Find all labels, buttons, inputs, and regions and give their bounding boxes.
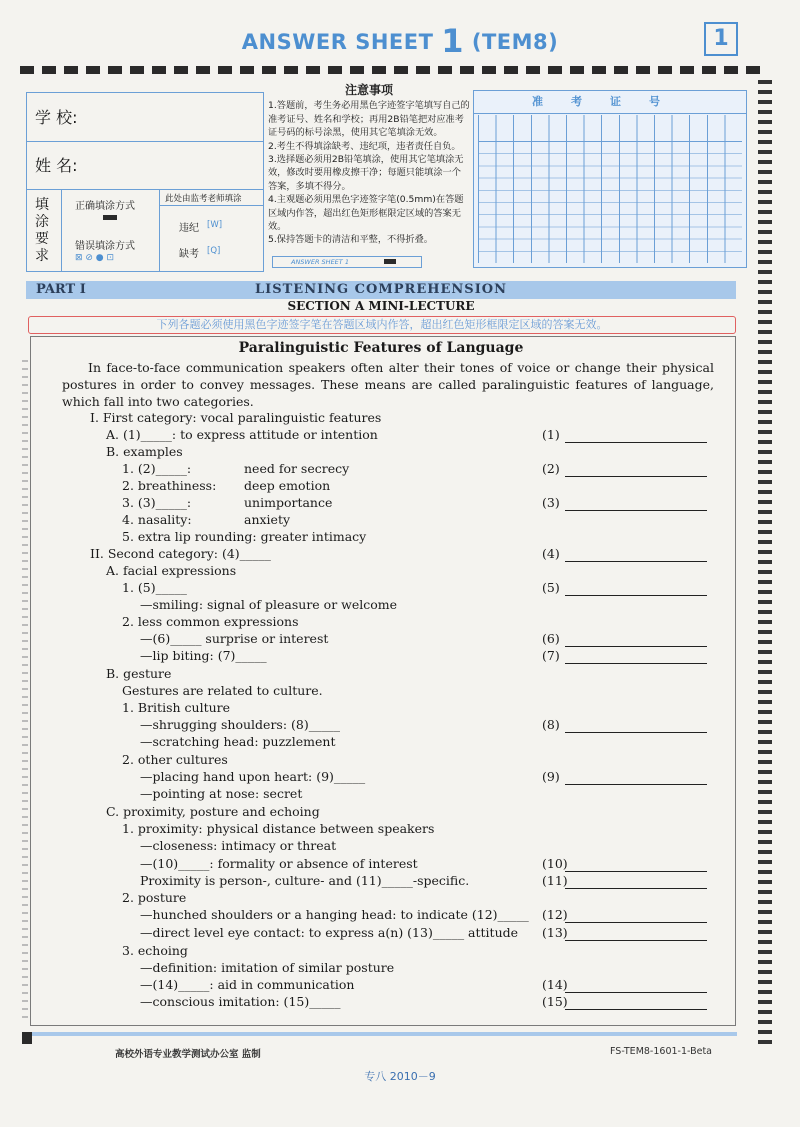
- outline-line: 2. posture: [122, 890, 187, 905]
- fill-requirements-label: 填涂要求: [35, 197, 49, 264]
- outline-line: —(14)_____: aid in communication: [140, 977, 355, 992]
- outline-line: —hunched shoulders or a hanging head: to indicate (12)_____: [140, 907, 529, 922]
- answer-line-2[interactable]: [565, 475, 707, 477]
- answer-label: (3): [542, 495, 560, 510]
- corner-mark-bl: [22, 1032, 32, 1044]
- outline-line: 5. extra lip rounding: greater intimacy: [122, 529, 367, 544]
- candidate-info-box: [26, 92, 264, 272]
- outline-line: 1. (2)_____:: [122, 461, 192, 476]
- outline-line: A. facial expressions: [106, 563, 237, 578]
- footer-form-code: FS-TEM8-1601-1-Beta: [610, 1046, 713, 1057]
- school-input[interactable]: [87, 127, 257, 149]
- wrong-fill-samples: ⊠ ⊘ ● ⊡: [75, 253, 115, 263]
- notice-title: 注意事项: [344, 83, 393, 97]
- answer-line-15[interactable]: [565, 1008, 707, 1010]
- violation-label: 违纪: [179, 223, 199, 234]
- answer-label: (4): [542, 546, 560, 561]
- answer-line-5[interactable]: [565, 594, 707, 596]
- notice-item: 4.主观题必须用黑色字迹签字笔(0.5mm)在答题区域内作答，超出红色矩形框限定区域的答案无效。: [268, 194, 464, 233]
- answer-line-4[interactable]: [565, 560, 707, 562]
- section-title: SECTION A MINI-LECTURE: [287, 299, 475, 313]
- outline-line: —scratching head: puzzlement: [140, 734, 336, 749]
- notice-item: 2.考生不得填涂缺考、违纪项，违者责任自负。: [268, 140, 461, 152]
- outline-line: 3. echoing: [122, 943, 188, 958]
- answer-line-14[interactable]: [565, 991, 707, 993]
- part-label: PART I: [36, 282, 86, 297]
- answer-label: (14): [542, 977, 568, 992]
- admission-ticket-grid[interactable]: [473, 90, 747, 268]
- outline-line: Proximity is person-, culture- and (11)_____-specific.: [140, 873, 470, 888]
- outline-line: II. Second category: (4)_____: [90, 546, 271, 561]
- outline-line: —conscious imitation: (15)_____: [140, 994, 341, 1009]
- outline-line: —definition: imitation of similar posture: [140, 960, 395, 975]
- outline-line: —direct level eye contact: to express a(n) (13)_____ attitude: [140, 925, 519, 940]
- outline-line: I. First category: vocal paralinguistic features: [90, 410, 382, 425]
- sheet-title: [0, 22, 800, 60]
- title-suffix: (TEM8): [471, 30, 559, 54]
- outline-line: —shrugging shoulders: (8)_____: [140, 717, 340, 732]
- answer-label: (15): [542, 994, 568, 1009]
- outline-line: —placing hand upon heart: (9)_____: [140, 769, 366, 784]
- answer-instruction: 下列各题必须使用黑色字迹签字笔在答题区域内作答，超出红色矩形框限定区域的答案无效。: [28, 316, 736, 334]
- outline-line: 1. British culture: [122, 700, 231, 715]
- footer-exam-date: 专八 2010－9: [364, 1070, 436, 1083]
- wrong-fill-label: 错误填涂方式: [75, 241, 135, 252]
- answer-line-11[interactable]: [565, 887, 707, 889]
- ticket-digit-cells[interactable]: [478, 115, 742, 142]
- outline-line: —smiling: signal of pleasure or welcome: [140, 597, 398, 612]
- answer-label: (12): [542, 907, 568, 922]
- outline-line: —pointing at nose: secret: [140, 786, 303, 801]
- absent-bubble[interactable]: [Q]: [207, 246, 221, 256]
- answer-line-6[interactable]: [565, 645, 707, 647]
- name-label: 姓 名:: [35, 156, 78, 175]
- part-title: LISTENING COMPREHENSION: [255, 282, 507, 297]
- outline-line: A. (1)_____: to express attitude or intention: [106, 427, 378, 442]
- outline-line: 2. less common expressions: [122, 614, 299, 629]
- answer-label: (11): [542, 873, 568, 888]
- outline-line: 4. nasality:: [122, 512, 192, 527]
- answer-label: (9): [542, 769, 560, 784]
- lecture-title: Paralinguistic Features of Language: [238, 340, 524, 356]
- outline-line: —(6)_____ surprise or interest: [140, 631, 329, 646]
- timing-mark-row: [20, 66, 760, 74]
- notice-block: [268, 84, 470, 270]
- outline-line: C. proximity, posture and echoing: [106, 804, 320, 819]
- school-label: 学 校:: [35, 108, 78, 127]
- timing-mark-column: [758, 80, 772, 1050]
- outline-line: deep emotion: [244, 478, 331, 493]
- outline-line: B. examples: [106, 444, 183, 459]
- outline-line: anxiety: [244, 512, 291, 527]
- outline-line: 3. (3)_____:: [122, 495, 192, 510]
- answer-label: (6): [542, 631, 560, 646]
- name-input[interactable]: [87, 149, 257, 179]
- bottom-rule: [32, 1032, 737, 1036]
- answer-label: (7): [542, 648, 560, 663]
- ticket-label: 准考证号: [474, 91, 746, 114]
- answer-line-1[interactable]: [565, 441, 707, 443]
- invigilator-label: 此处由监考老师填涂: [165, 194, 242, 204]
- outline-line: Gestures are related to culture.: [122, 683, 323, 698]
- answer-label: (10): [542, 856, 568, 871]
- answer-label: (13): [542, 925, 568, 940]
- title-number: 1: [441, 22, 465, 60]
- outline-line: 2. breathiness:: [122, 478, 217, 493]
- answer-label: (2): [542, 461, 560, 476]
- sheet-tag-mark: [384, 259, 396, 264]
- margin-marks: [22, 360, 28, 1020]
- corner-sheet-number: 1: [704, 22, 738, 56]
- outline-line: 2. other cultures: [122, 752, 228, 767]
- outline-line: need for secrecy: [244, 461, 350, 476]
- correct-fill-sample: [103, 215, 117, 220]
- outline-line: —(10)_____: formality or absence of interest: [140, 856, 418, 871]
- outline-line: B. gesture: [106, 666, 172, 681]
- violation-bubble[interactable]: [W]: [207, 220, 223, 230]
- answer-line-12[interactable]: [565, 921, 707, 923]
- title-prefix: ANSWER SHEET: [241, 30, 434, 54]
- answer-line-13[interactable]: [565, 939, 707, 941]
- answer-line-7[interactable]: [565, 662, 707, 664]
- outline-line: 1. (5)_____: [122, 580, 187, 595]
- notice-item: 5.保持答题卡的清洁和平整，不得折叠。: [268, 234, 433, 246]
- answer-line-3[interactable]: [565, 509, 707, 511]
- ticket-bubbles[interactable]: [478, 141, 742, 263]
- notice-item: 1.答题前，考生务必用黑色字迹签字笔填写自己的准考证号、姓名和学校；再用2B铅笔把对应准考证号码的标号涂黑，使用其它笔填涂无效。: [268, 100, 470, 139]
- outline-line: unimportance: [244, 495, 333, 510]
- lecture-intro: In face-to-face communication speakers often alter their tones of voice or change their physical postures in order to convey messages. These means are called paralinguistic features of language, which fall into two categories.: [62, 360, 714, 409]
- absent-label: 缺考: [179, 249, 199, 260]
- answer-label: (8): [542, 717, 560, 732]
- answer-label: (5): [542, 580, 560, 595]
- answer-line-8[interactable]: [565, 731, 707, 733]
- notice-item: 3.选择题必须用2B铅笔填涂，使用其它笔填涂无效，修改时要用橡皮擦干净；每题只能填涂一个答案，多填不得分。: [268, 154, 464, 192]
- answer-label: (1): [542, 427, 560, 442]
- answer-line-10[interactable]: [565, 870, 707, 872]
- answer-line-9[interactable]: [565, 783, 707, 785]
- outline-line: —lip biting: (7)_____: [140, 648, 267, 663]
- footer-issuer: 高校外语专业教学测试办公室 监制: [115, 1049, 261, 1060]
- sheet-tag: ANSWER SHEET 1: [272, 256, 422, 268]
- outline-line: 1. proximity: physical distance between speakers: [122, 821, 435, 836]
- correct-fill-label: 正确填涂方式: [75, 201, 135, 212]
- outline-line: —closeness: intimacy or threat: [140, 838, 337, 853]
